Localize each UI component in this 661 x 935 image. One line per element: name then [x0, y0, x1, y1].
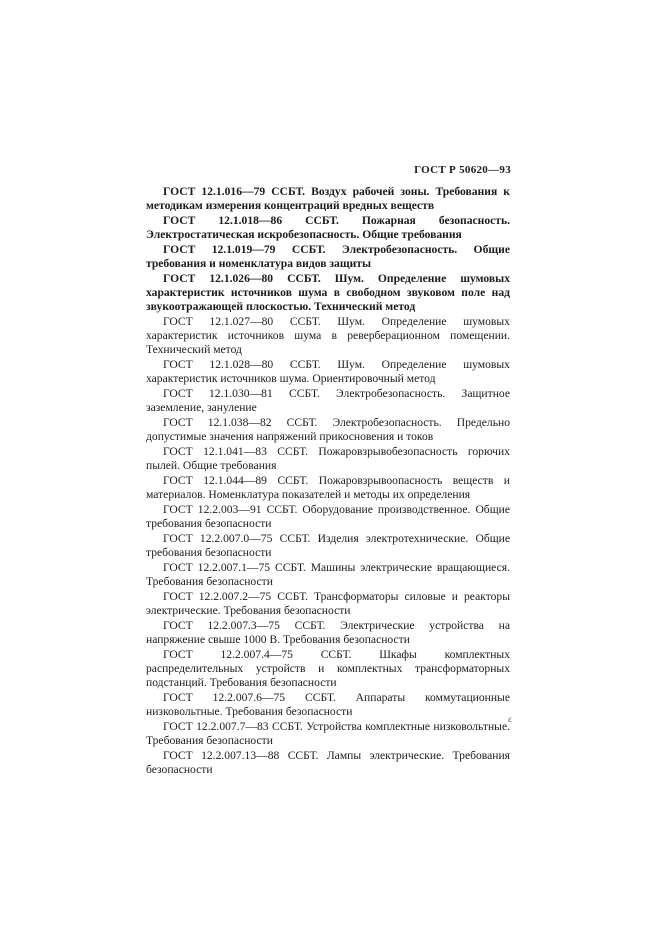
reference-entry: [146, 648, 510, 690]
reference-code: ГОСТ 12.1.028—80: [163, 358, 274, 371]
reference-entry: [146, 243, 510, 271]
reference-title: ССБТ. Шум. Определение шумовых характеристик источников шума. Ориентировочный метод: [146, 358, 510, 385]
reference-code: ГОСТ 12.1.019—79: [163, 243, 276, 256]
reference-title: ССБТ. Пожаровзрывобезопасность горючих пылей. Общие требования: [146, 445, 510, 472]
reference-title: ССБТ. Пожарная безопасность. Электростатическая искробезопасность. Общие требования: [146, 214, 510, 241]
reference-list: [146, 185, 510, 778]
reference-entry: [146, 315, 510, 357]
reference-title: ССБТ. Устройства комплектные низковольтные. Требования безопасности: [146, 720, 511, 747]
reference-entry: [146, 720, 510, 748]
reference-entry: [146, 561, 510, 589]
reference-title: ССБТ. Шум. Определение шумовых характеристик источников шума в реверберационном помещении. Технический метод: [146, 315, 510, 356]
reference-entry: [146, 185, 510, 213]
reference-code: ГОСТ 12.2.007.6—75: [163, 691, 286, 704]
reference-code: ГОСТ 12.2.007.7—83: [163, 720, 269, 733]
reference-code: ГОСТ 12.2.003—91: [163, 503, 262, 516]
reference-title: ССБТ. Шкафы комплектных распределительных устройств и комплектных трансформаторных подстанций. Требования безопасности: [146, 648, 510, 689]
reference-code: ГОСТ 12.2.007.13—88: [163, 749, 280, 762]
reference-entry: [146, 691, 510, 719]
reference-entry: [146, 214, 510, 242]
reference-entry: [146, 532, 510, 560]
reference-code: ГОСТ 12.2.007.0—75: [163, 532, 273, 545]
reference-code: ГОСТ 12.1.016—79: [163, 185, 266, 198]
reference-title: ССБТ. Трансформаторы силовые и реакторы электрические. Требования безопасности: [146, 590, 511, 617]
reference-title: ССБТ. Аппараты коммутационные низковольтные. Требования безопасности: [146, 691, 510, 718]
reference-entry: [146, 387, 510, 415]
reference-title: ССБТ. Электробезопасность. Защитное заземление, зануление: [146, 387, 510, 414]
reference-code: ГОСТ 12.2.007.3—75: [163, 619, 280, 632]
reference-title: ССБТ. Машины электрические вращающиеся. Требования безопасности: [146, 561, 510, 588]
reference-code: ГОСТ 12.2.007.1—75: [163, 561, 271, 574]
reference-code: ГОСТ 12.1.018—86: [163, 214, 283, 227]
stray-mark: ε: [508, 714, 512, 724]
reference-entry: [146, 503, 510, 531]
reference-title: ССБТ. Лампы электрические. Требования безопасности: [146, 749, 510, 776]
reference-title: ССБТ. Электробезопасность. Предельно допустимые значения напряжений прикосновения и токов: [146, 416, 510, 443]
reference-entry: [146, 474, 510, 502]
reference-entry: [146, 445, 510, 473]
reference-code: ГОСТ 12.1.027—80: [163, 315, 274, 328]
reference-entry: [146, 619, 510, 647]
reference-code: ГОСТ 12.1.038—82: [163, 416, 272, 429]
reference-title: ССБТ. Изделия электротехнические. Общие требования безопасности: [146, 532, 511, 559]
reference-title: ССБТ. Шум. Определение шумовых характеристик источников шума в свободном звуковом поле над звукоотражающей плоскостью. Технический метод: [146, 272, 510, 313]
reference-title: ССБТ. Воздух рабочей зоны. Требования к методикам измерения концентраций вредных веществ: [146, 185, 510, 212]
reference-title: ССБТ. Пожаровзрывоопасность веществ и материалов. Номенклатура показателей и методы их определения: [146, 474, 510, 501]
reference-code: ГОСТ 12.1.030—81: [163, 387, 273, 400]
reference-code: ГОСТ 12.1.044—89: [163, 474, 267, 487]
reference-code: ГОСТ 12.1.026—80: [163, 272, 274, 285]
reference-code: ГОСТ 12.2.007.2—75: [163, 590, 272, 603]
reference-entry: [146, 358, 510, 386]
reference-title: ССБТ. Оборудование производственное. Общие требования безопасности: [146, 503, 510, 530]
reference-entry: [146, 590, 510, 618]
reference-code: ГОСТ 12.2.007.4—75: [163, 648, 293, 661]
reference-entry: [146, 416, 510, 444]
reference-entry: [146, 272, 510, 314]
reference-entry: [146, 749, 510, 777]
reference-code: ГОСТ 12.1.041—83: [163, 445, 267, 458]
reference-title: ССБТ. Электробезопасность. Общие требования и номенклатура видов защиты: [146, 243, 510, 270]
reference-title: ССБТ. Электрические устройства на напряжение свыше 1000 В. Требования безопасности: [146, 619, 510, 646]
document-header: ГОСТ Р 50620—93: [414, 164, 511, 176]
